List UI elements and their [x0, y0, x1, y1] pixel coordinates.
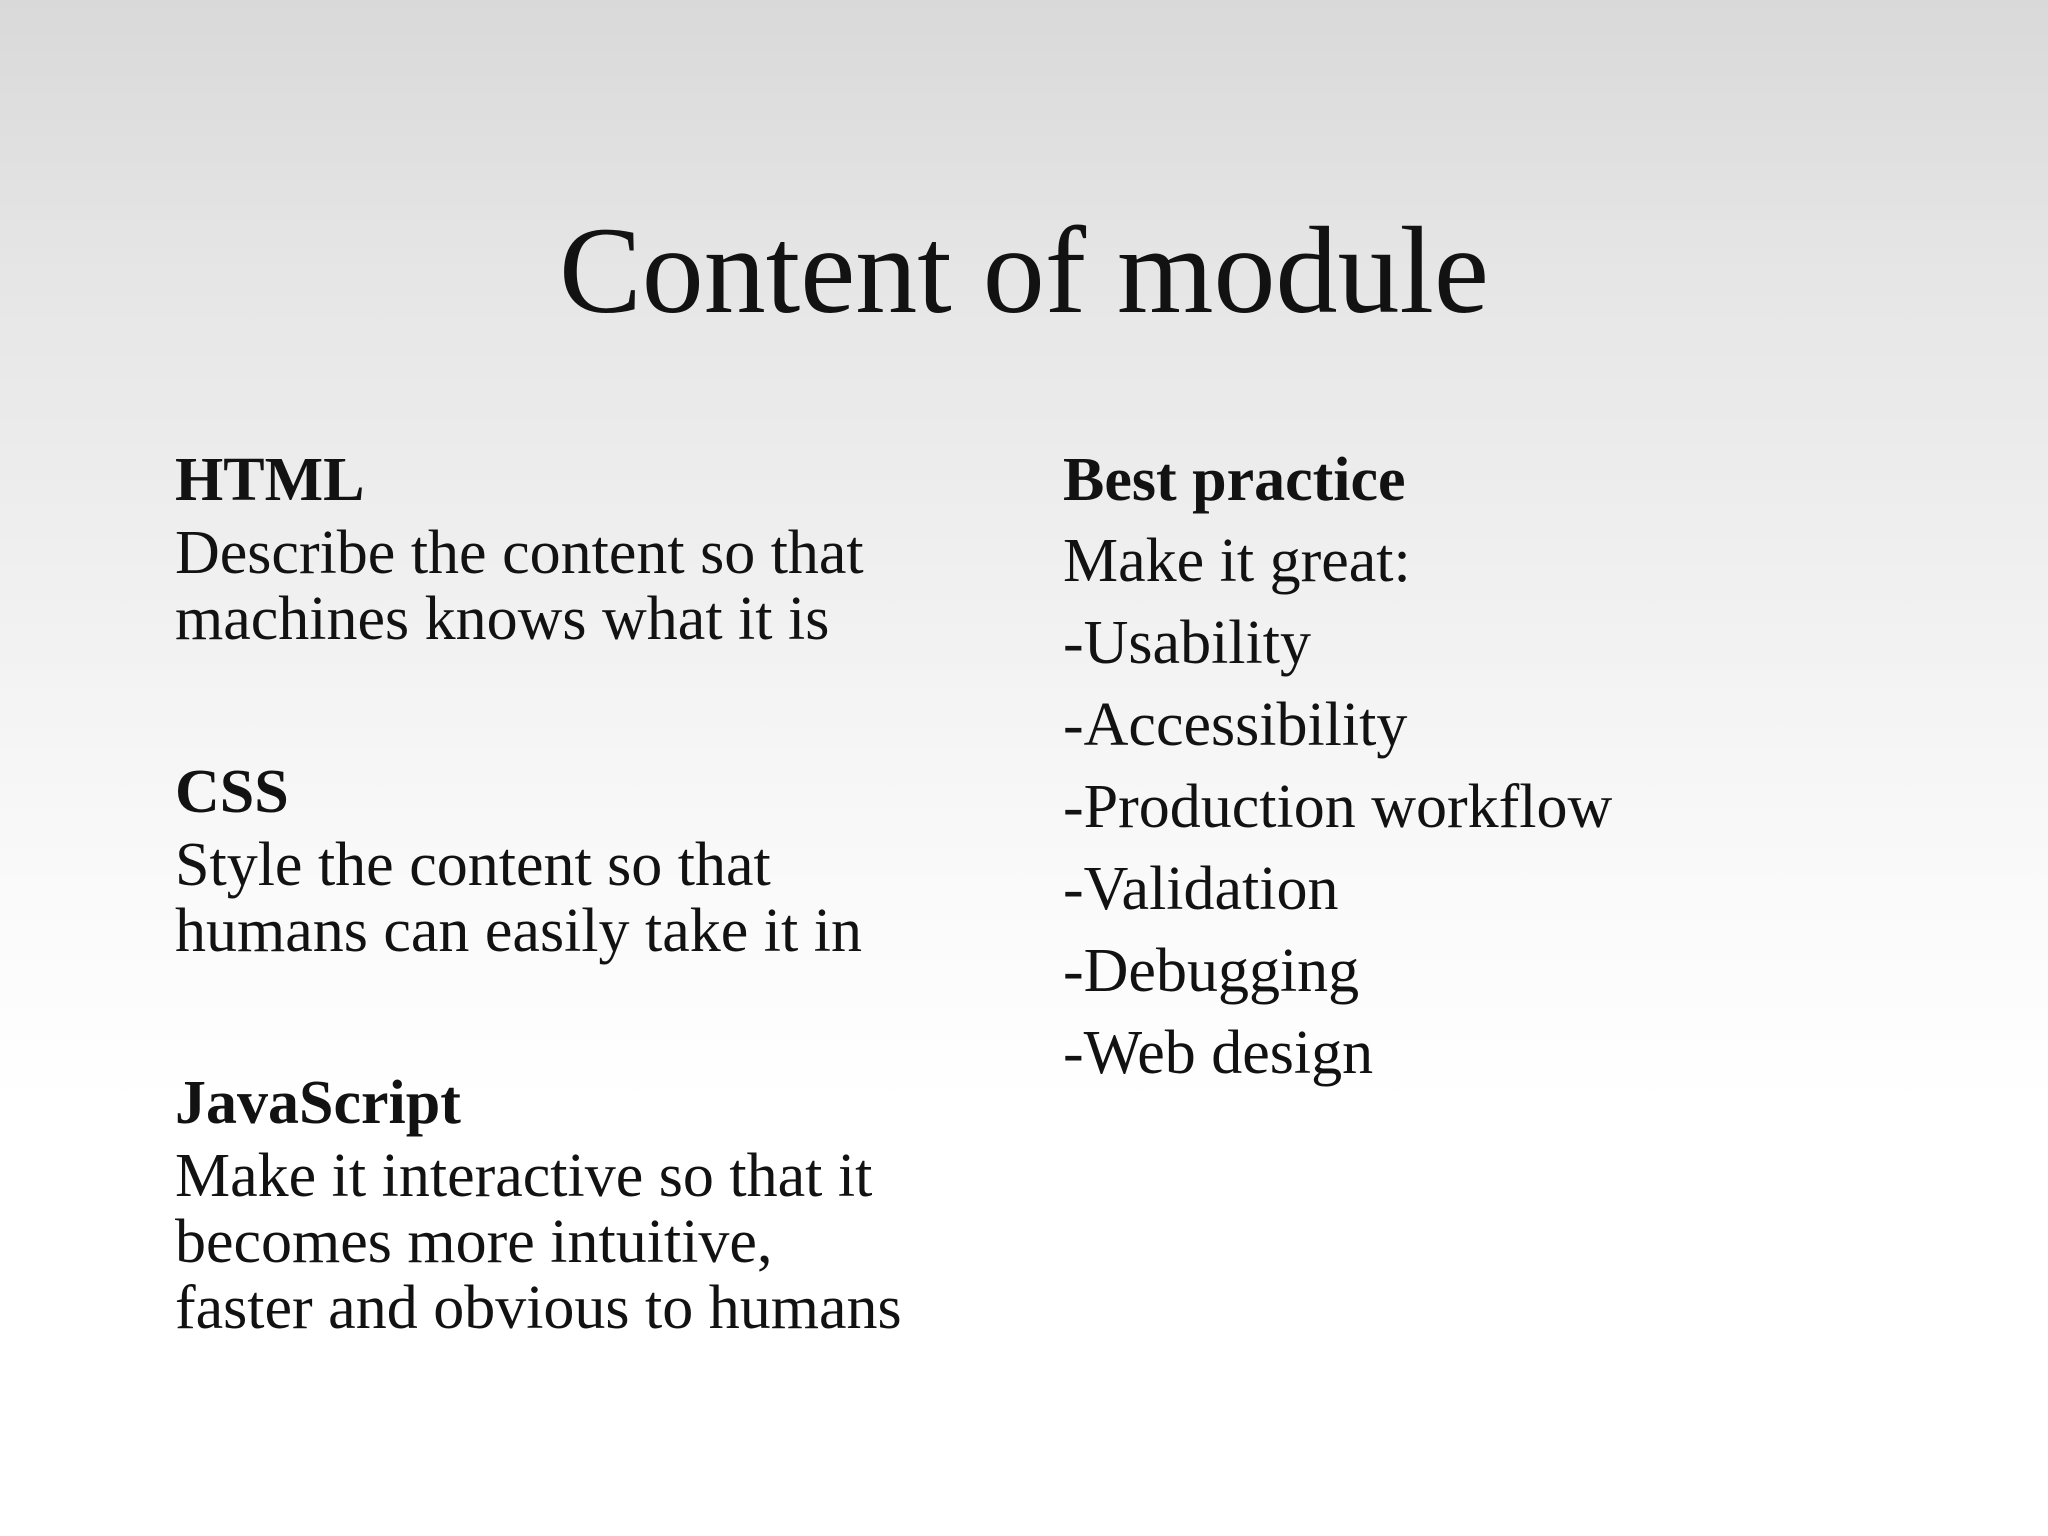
section-text-line: machines knows what it is [175, 585, 830, 653]
best-practice-line: -Web design [1063, 1019, 1374, 1087]
best-practice-line: -Validation [1063, 855, 1339, 923]
slide-title: Content of module [559, 202, 1489, 339]
section-text-line: humans can easily take it in [175, 897, 862, 965]
best-practice-line: -Usability [1063, 609, 1311, 677]
section-heading-javascript: JavaScript [175, 1069, 461, 1137]
section-text-line: Describe the content so that [175, 519, 864, 587]
best-practice-line: -Production workflow [1063, 773, 1613, 841]
section-html [175, 440, 1055, 652]
best-practice-line: -Debugging [1063, 937, 1360, 1005]
best-practice-list [1063, 520, 1943, 1094]
right-column [1063, 440, 1943, 1094]
section-text-line: faster and obvious to humans [175, 1274, 902, 1342]
best-practice-heading: Best practice [1063, 446, 1406, 514]
best-practice-line: Make it great: [1063, 527, 1411, 595]
section-text-line: Make it interactive so that it [175, 1142, 873, 1210]
section-heading-html: HTML [175, 446, 365, 514]
section-css [175, 752, 1055, 964]
section-text-line: Style the content so that [175, 831, 771, 899]
section-text-line: becomes more intuitive, [175, 1208, 773, 1276]
section-javascript [175, 1063, 1055, 1341]
section-heading-css: CSS [175, 758, 289, 826]
best-practice-line: -Accessibility [1063, 691, 1408, 759]
